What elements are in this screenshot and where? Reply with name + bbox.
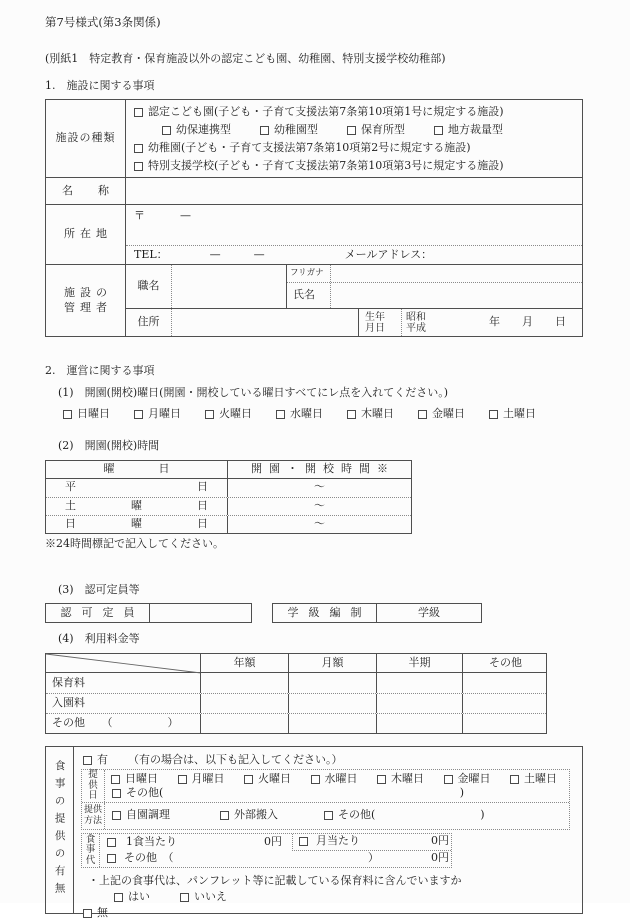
checkbox-meal-monday[interactable] — [178, 775, 187, 784]
meal-fee-box — [81, 833, 452, 868]
day-label: 平 日 — [65, 480, 208, 494]
class-box — [272, 603, 482, 623]
checkbox-method-other[interactable] — [324, 811, 333, 820]
checkbox-open-wednesday[interactable] — [276, 410, 285, 419]
weekday-label: 火曜日 — [258, 771, 291, 785]
fee-other-amount[interactable]: 0円 — [431, 851, 449, 865]
day-column-header: 曜 日 — [46, 461, 228, 478]
fee-col-half-year: 半期 — [377, 654, 463, 672]
subtype-label: 保育所型 — [361, 122, 405, 136]
checkbox-nintei-kodomoen[interactable] — [134, 108, 143, 117]
fee-table — [45, 653, 547, 734]
meal-fee-label: 食 事 代 — [82, 834, 100, 867]
postal-mark: 〒 — [134, 209, 145, 223]
subtype-label: 地方裁量型 — [448, 122, 503, 136]
fee-cell[interactable] — [463, 694, 548, 713]
manager-name-cell — [286, 265, 582, 308]
manager-name-field[interactable] — [331, 283, 582, 308]
tel-field[interactable]: — — [253, 247, 265, 261]
fee-cell[interactable] — [201, 714, 289, 733]
fee-col-annual: 年額 — [201, 654, 289, 672]
postal-dash: — — [180, 209, 191, 223]
fee-table-header — [46, 654, 546, 673]
weekday-label: 日曜日 — [125, 771, 158, 785]
checkbox-open-sunday[interactable] — [63, 410, 72, 419]
meal-weekdays — [105, 770, 569, 786]
day-label: 土 曜 日 — [65, 498, 208, 512]
subtype-label: 幼保連携型 — [176, 122, 231, 136]
option-yochien-label: 幼稚園(子ども・子育て支援法第7条第10項第2号に規定する施設) — [148, 140, 471, 154]
checkbox-fee-other[interactable] — [107, 854, 116, 863]
fee-row-other — [46, 713, 546, 733]
method-label: 外部搬入 — [234, 808, 278, 822]
facility-name-label — [46, 178, 126, 204]
open-hours-header — [46, 461, 411, 479]
per-meal-amount[interactable]: 0円 — [264, 834, 282, 848]
checkbox-yochien-gata[interactable] — [260, 126, 269, 135]
fee-cell[interactable] — [289, 694, 377, 713]
form-number: 第7号様式(第3条関係) — [45, 15, 161, 29]
fee-cell[interactable] — [201, 673, 289, 693]
option-yochien — [134, 139, 582, 157]
fee-cell[interactable] — [201, 694, 289, 713]
hours-note: ※24時間標記で記入してください。 — [45, 536, 224, 550]
q1-label: (1) 開園(開校)曜日(開園・開校している曜日すべてにレ点を入れてください。) — [58, 386, 449, 400]
job-title-label: 職名 — [126, 265, 172, 308]
manager-address-birth-row — [126, 308, 582, 336]
included-no-label: いいえ — [194, 889, 227, 903]
fee-col-monthly: 月額 — [289, 654, 377, 672]
meal-table — [45, 746, 583, 919]
fee-other-close: ） — [368, 851, 379, 865]
serve-days-content — [105, 770, 569, 802]
fee-other-label: その他 （ — [124, 851, 174, 865]
checkbox-open-thursday[interactable] — [347, 410, 356, 419]
fee-cell[interactable] — [463, 714, 548, 733]
postal-address-field[interactable] — [126, 205, 582, 245]
meal-fee-row1 — [100, 834, 451, 851]
facility-address-cell — [126, 205, 582, 264]
checkbox-meal-wednesday[interactable] — [311, 775, 320, 784]
attachment-title: (別紙1 特定教育・保育施設以外の認定こども園、幼稚園、特別支援学校幼稚部) — [45, 51, 446, 65]
checkbox-chiho-sairyo-gata[interactable] — [434, 126, 443, 135]
birth-date-field[interactable]: 年 月 日 — [489, 315, 566, 329]
day-label: 日 曜 日 — [65, 516, 208, 530]
fee-row-label: その他 （ ） — [46, 714, 201, 733]
weekday-label: 水曜日 — [290, 406, 323, 420]
weekday-label: 金曜日 — [432, 406, 465, 420]
name-row — [287, 283, 582, 308]
option-tokubetsu-shien — [134, 157, 582, 175]
per-month-amount[interactable]: 0円 — [431, 834, 449, 848]
checkbox-meal-no[interactable] — [83, 909, 92, 918]
facility-type-options — [126, 100, 582, 177]
fee-row-label: 保育料 — [46, 673, 201, 693]
weekday-label: 水曜日 — [324, 771, 358, 785]
checkbox-per-month[interactable] — [299, 837, 308, 846]
furigana-row — [287, 265, 582, 283]
weekday-label: 木曜日 — [391, 771, 424, 785]
facility-type-row — [46, 100, 582, 177]
fee-row-childcare — [46, 673, 546, 693]
subtype-label: 幼稚園型 — [274, 122, 318, 136]
weekday-label: 月曜日 — [191, 771, 225, 785]
method-other-label: その他( — [338, 808, 376, 822]
section1-heading: 1. 施設に関する事項 — [45, 79, 155, 93]
serve-days-label: 提 供 日 — [82, 770, 105, 802]
meal-yes-note: （有の場合は、以下も記入してください。） — [128, 753, 343, 767]
manager-title-name-row — [126, 265, 582, 308]
meal-yes-label: 有 — [97, 753, 108, 767]
checkbox-hoikusho-gata[interactable] — [347, 126, 356, 135]
capacity-label: 認可定員 — [46, 604, 150, 622]
checkbox-meal-tuesday[interactable] — [244, 775, 253, 784]
manager-label: 施設の 管理者 — [46, 265, 126, 336]
checkbox-meal-days-other[interactable] — [112, 789, 121, 798]
fee-included-answers — [114, 890, 582, 905]
weekday-label: 土曜日 — [503, 406, 536, 420]
serve-days-section — [82, 770, 569, 802]
birth-date-label: 生年 月日 — [358, 309, 402, 336]
serve-method-section — [82, 802, 569, 829]
facility-table — [45, 99, 583, 337]
checkbox-tokubetsu-shien[interactable] — [134, 162, 143, 171]
fee-included-question: ・上記の食事代は、パンフレット等に記載している保育料に含んでいますか — [88, 873, 462, 887]
saturday-hours-field[interactable]: 〜 — [314, 498, 325, 512]
meal-fee-section — [82, 834, 451, 867]
checkbox-included-yes[interactable] — [114, 893, 123, 902]
checkbox-meal-sunday[interactable] — [111, 775, 120, 784]
checkbox-open-saturday[interactable] — [489, 410, 498, 419]
capacity-field[interactable] — [150, 604, 251, 622]
meal-no-line — [83, 906, 582, 921]
serve-method-label: 提供 方法 — [82, 803, 105, 829]
mail-label: メールアドレス： — [344, 247, 433, 261]
meal-side-label: 食事の提供の有無 — [46, 747, 74, 913]
per-month-cell — [292, 834, 451, 851]
facility-address-row — [46, 204, 582, 264]
capacity-line — [45, 603, 583, 623]
fee-diagonal-cell — [46, 654, 201, 672]
manager-address-label: 住所 — [126, 309, 172, 336]
meal-days-other-line — [105, 786, 569, 801]
tel-field[interactable]: — — [209, 247, 221, 261]
class-count-field[interactable]: 学級 — [418, 606, 440, 619]
per-meal-cell — [100, 834, 292, 851]
option-nintei-kodomoen-label: 認定こども園(子ども・子育て支援法第7条第10項第1号に規定する施設) — [148, 104, 504, 118]
meal-fee-content — [100, 834, 451, 867]
meal-no-label: 無 — [97, 905, 108, 919]
tel-mail-row — [126, 245, 582, 264]
time-column-header: 開園・開校時間※ — [251, 461, 395, 475]
era-label: 昭和 平成 — [406, 311, 426, 334]
job-title-field[interactable] — [172, 265, 286, 308]
checkbox-meal-thursday[interactable] — [377, 775, 386, 784]
capacity-box — [45, 603, 252, 623]
option-nintei-kodomoen — [134, 103, 582, 121]
hours-row-sunday — [46, 515, 411, 533]
fee-cell[interactable] — [463, 673, 548, 693]
checkbox-yoho-renkei-gata[interactable] — [162, 126, 171, 135]
per-month-label: 月当たり — [316, 834, 360, 848]
manager-name-label: 氏名 — [287, 283, 331, 308]
meal-yes-line — [74, 752, 582, 769]
meal-fee-row2 — [100, 851, 451, 867]
weekday-label: 木曜日 — [361, 406, 394, 420]
serve-method-content — [105, 803, 569, 829]
fee-cell[interactable] — [377, 714, 463, 733]
open-hours-table — [45, 460, 412, 534]
meal-days-other-label: その他( — [126, 785, 164, 799]
checkbox-meal-saturday[interactable] — [510, 775, 519, 784]
diagonal-line — [46, 654, 200, 673]
checkbox-open-tuesday[interactable] — [205, 410, 214, 419]
fee-cell[interactable] — [289, 714, 377, 733]
fee-col-other: その他 — [489, 655, 522, 669]
meal-days-method-box — [81, 769, 570, 830]
manager-address-field[interactable] — [172, 309, 358, 336]
method-label: 自園調理 — [126, 808, 170, 822]
checkbox-meal-yes[interactable] — [83, 756, 92, 765]
fee-row-label: 入園料 — [46, 694, 201, 713]
facility-name-row — [46, 177, 582, 204]
weekday-label: 日曜日 — [77, 406, 110, 420]
open-weekdays — [63, 407, 583, 422]
q2-label: (2) 開園(開校)時間 — [58, 438, 160, 452]
weekday-label: 火曜日 — [219, 406, 252, 420]
facility-name-field[interactable] — [126, 178, 582, 204]
weekday-label: 月曜日 — [148, 406, 181, 420]
facility-name-label-text: 名 称 — [62, 183, 109, 197]
hours-row-weekday — [46, 479, 411, 497]
checkbox-per-meal[interactable] — [107, 838, 116, 847]
option-tokubetsu-shien-label: 特別支援学校(子ども・子育て支援法第7条第10項第3号に規定する施設) — [148, 158, 504, 172]
furigana-field[interactable] — [331, 265, 582, 282]
manager-cell — [126, 265, 582, 336]
q4-label: (4) 利用料金等 — [58, 632, 140, 646]
furigana-label: フリガナ — [287, 265, 331, 282]
hours-row-saturday — [46, 497, 411, 515]
tel-label: TEL： — [134, 247, 168, 261]
fee-cell[interactable] — [377, 694, 463, 713]
class-label: 学級編制 — [273, 604, 377, 622]
weekday-label: 土曜日 — [524, 771, 557, 785]
q3-label: (3) 認可定員等 — [58, 582, 140, 596]
weekday-label: 金曜日 — [457, 771, 491, 785]
kodomoen-subtypes — [162, 121, 582, 139]
meal-content — [74, 747, 582, 919]
facility-address-label: 所在地 — [46, 205, 126, 264]
checkbox-open-friday[interactable] — [418, 410, 427, 419]
sunday-hours-field[interactable]: 〜 — [314, 516, 325, 530]
section2-heading: 2. 運営に関する事項 — [45, 364, 155, 378]
weekday-hours-field[interactable]: 〜 — [314, 480, 325, 494]
meal-days-other-close: ) — [459, 785, 464, 799]
checkbox-included-no[interactable] — [180, 893, 189, 902]
fee-cell[interactable] — [289, 673, 377, 693]
fee-row-admission — [46, 693, 546, 713]
checkbox-open-monday[interactable] — [134, 410, 143, 419]
per-meal-label: 1食当たり — [126, 834, 177, 848]
checkbox-yochien[interactable] — [134, 144, 143, 153]
fee-cell[interactable] — [377, 673, 463, 693]
included-yes-label: はい — [128, 889, 150, 903]
checkbox-meal-friday[interactable] — [444, 775, 453, 784]
checkbox-method-self-cooking[interactable] — [112, 811, 121, 820]
method-other-close: ) — [480, 808, 485, 822]
checkbox-method-external[interactable] — [220, 811, 229, 820]
manager-row — [46, 264, 582, 336]
facility-type-label: 施設の種類 — [46, 100, 126, 177]
